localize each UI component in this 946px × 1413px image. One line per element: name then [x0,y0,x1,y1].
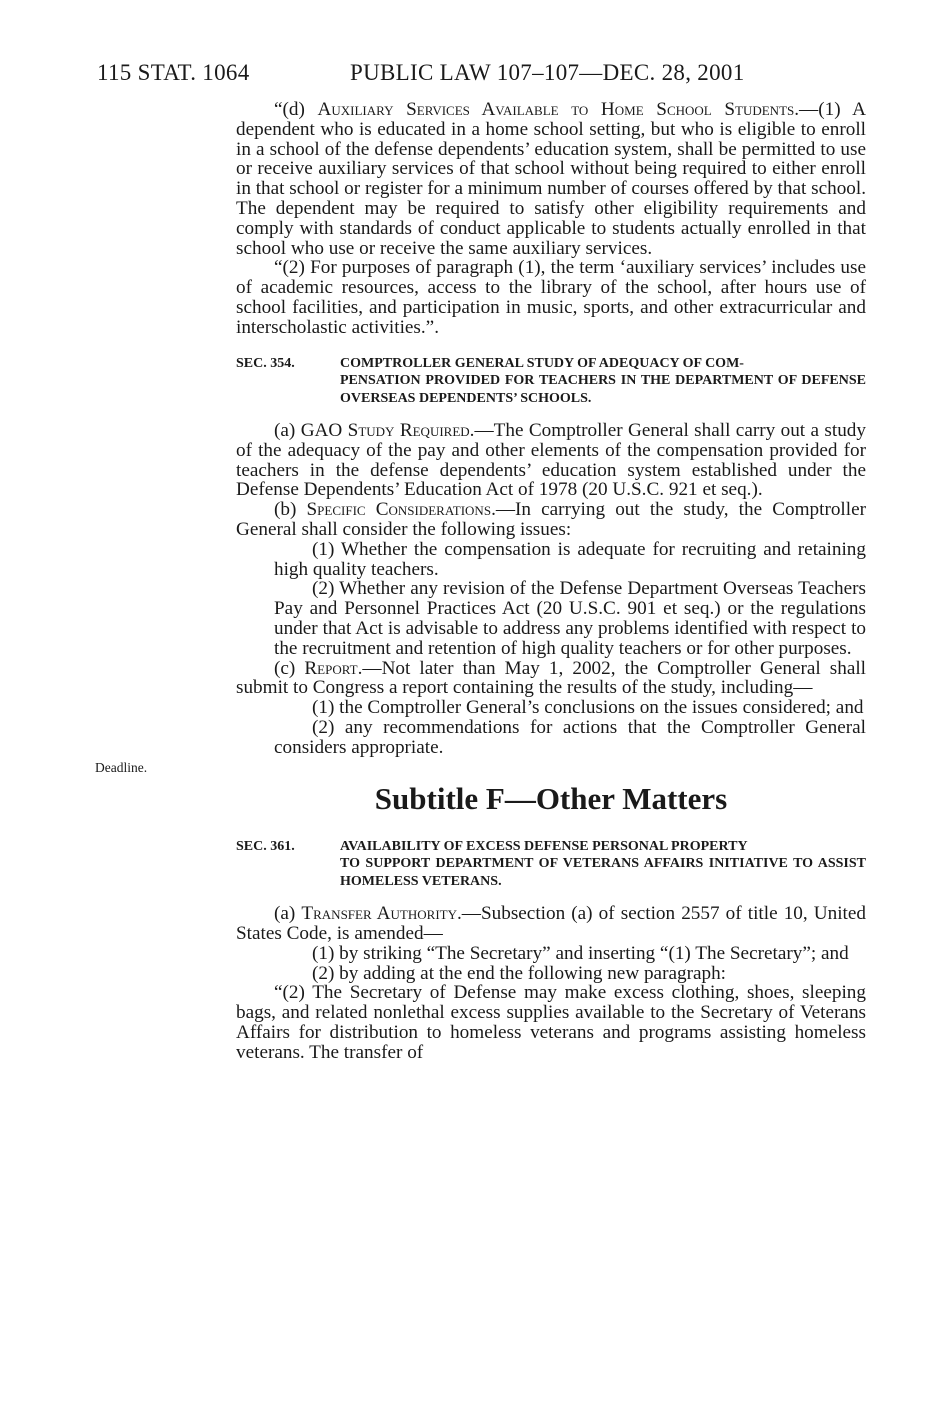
subtitle-heading: Subtitle F—Other Matters [374,780,728,816]
section-354-c-text: .—Not later than May 1, 2002, the Comptroller General shall submit to Congress a report containing the results of the study, including— [236,657,867,699]
running-header-stat: 115 STAT. 1064 [97,60,250,85]
section-361-title-line-1: AVAILABILITY OF EXCESS DEFENSE PERSONAL PROPERTY [340,838,748,854]
section-354-heading [236,355,866,408]
subsection-d-text: .—(1) A dependent who is educated in a home school setting, but who is eligible to enroll in a school of the defense dependents’ education system, shall be permitted to use or receive auxiliary services of that school without being required to either enroll in that school or register for a minimum number of courses offered by that school. The dependent may be required to satisfy other eligibility requirements and comply with standards of conduct applicable to students actually enrolled in that school who use or receive the same auxiliary services. [236,99,867,259]
quote-open: “(d) [274,99,318,120]
label-a: (a) [274,903,302,925]
section-354-title-line-1: COMPTROLLER GENERAL STUDY OF ADEQUACY OF COM- [340,355,744,371]
margin-note-deadline: Deadline. [95,760,148,775]
section-361-a-heading: Transfer Authority [301,903,457,925]
label-a: (a) [274,420,301,442]
section-354-a-heading: GAO Study Required [300,420,470,442]
section-361-a-2: (2) by adding at the end the following new paragraph: [312,962,727,984]
section-354-b-heading: Specific Considerations [306,499,492,521]
section-361-title-rest: TO SUPPORT DEPARTMENT OF VETERANS AFFAIRS INITIATIVE TO ASSIST HOMELESS VETERANS. [340,856,866,889]
subsection-d-para-1 [236,100,866,258]
section-354-c-1: (1) the Comptroller General’s conclusions on the issues considered; and [312,697,864,719]
section-361-a-text: .—Subsection (a) of section 2557 of title 10, United States Code, is amended— [236,903,866,944]
section-354-number: SEC. 354. [236,355,295,371]
subsection-d-para-2: “(2) For purposes of paragraph (1), the term ‘auxiliary services’ includes use of academic resources, access to the library of the school, after hours use of school facilities, and participation in music, sports, and other extracurricular and interscholastic activities.”. [236,257,866,338]
subsection-d-heading: Auxiliary Services Available to Home School Students [317,99,795,120]
section-354-c [236,659,866,699]
section-361-a [236,904,866,944]
section-361-a-1: (1) by striking “The Secretary” and inserting “(1) The Secretary”; and [312,942,849,964]
section-354-b-text: .—In carrying out the study, the Comptroller General shall consider the following issues: [236,499,867,541]
section-354-b [236,500,866,540]
section-361-number: SEC. 361. [236,838,295,854]
label-b: (b) [274,499,307,521]
running-header-law: PUBLIC LAW 107–107—DEC. 28, 2001 [350,60,745,85]
label-c: (c) [274,657,305,679]
section-354-a [236,421,866,500]
section-354-c-heading: Report [304,657,358,679]
section-354-b-1: (1) Whether the compensation is adequate for recruiting and retaining high quality teachers. [274,538,866,580]
section-361-a-2-quote: “(2) The Secretary of Defense may make excess clothing, shoes, sleeping bags, and related nonlethal excess supplies available to the Secretary of Veterans Affairs for distribution to homeless veterans and programs assisting homeless veterans. The transfer of [236,982,866,1063]
body-column [236,100,866,1062]
section-361-heading [236,838,866,891]
section-354-c-2: (2) any recommendations for actions that the Comptroller General considers appropriate. [274,717,866,758]
section-354-b-2: (2) Whether any revision of the Defense Department Overseas Teachers Pay and Personnel Practices Act (20 U.S.C. 901 et seq.) or the regulations under that Act is advisable to address any problems identified with respect to the recruitment and retention of high quality teachers or for other purposes. [274,578,866,659]
section-354-title-rest: PENSATION PROVIDED FOR TEACHERS IN THE DEPARTMENT OF DEFENSE OVERSEAS DEPENDENTS’ SCHOOLS. [340,373,866,406]
section-354-a-text: .—The Comptroller General shall carry out a study of the adequacy of the pay and other elements of the compensation provided for teachers in the defense dependents’ education system established under the Defense Dependents’ Education Act of 1978 (20 U.S.C. 921 et seq.). [236,420,866,501]
